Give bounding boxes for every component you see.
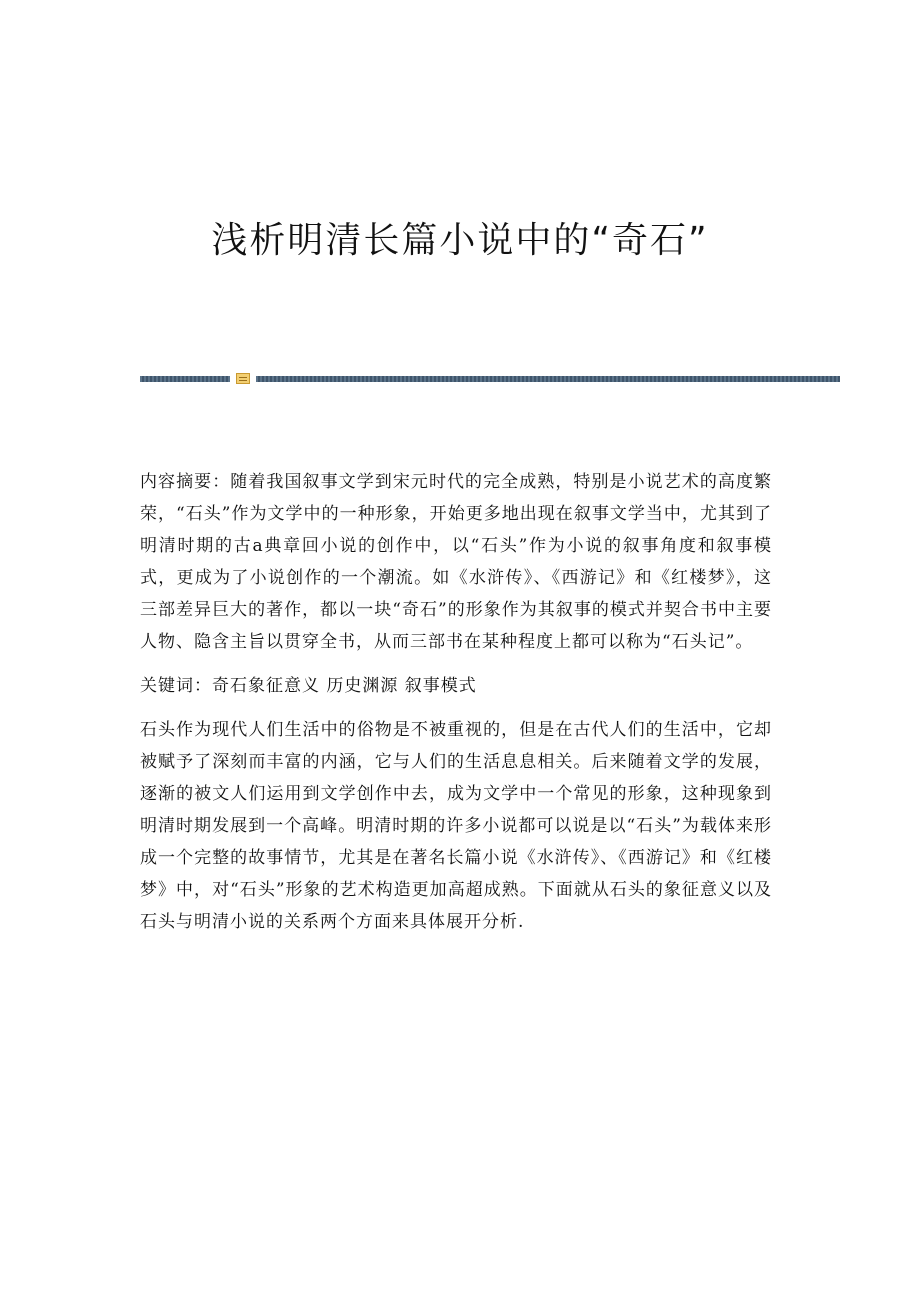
title-divider (140, 375, 840, 383)
document-body (140, 466, 772, 950)
keywords-paragraph: 关键词：奇石象征意义 历史渊源 叙事模式 (140, 676, 477, 696)
document-title: 浅析明清长篇小说中的“奇石” (211, 220, 709, 261)
divider-ornament-icon (236, 373, 250, 384)
divider-bar-right (256, 376, 840, 382)
abstract-paragraph: 内容摘要：随着我国叙事文学到宋元时代的完全成熟，特别是小说艺术的高度繁荣，“石头”作为文学中的一种形象，开始更多地出现在叙事文学当中，尤其到了明清时期的古a典章回小说的创作中，以“石头”作为小说的叙事角度和叙事模式，更成为了小说创作的一个潮流。如《水浒传》、《西游记》和《红楼梦》，这三部差异巨大的著作，都以一块“奇石”的形象作为其叙事的模式并契合书中主要人物、隐含主旨以贯穿全书，从而三部书在某种程度上都可以称为“石头记”。 (140, 472, 772, 652)
divider-bar-left (140, 376, 230, 382)
body-paragraph: 石头作为现代人们生活中的俗物是不被重视的，但是在古代人们的生活中，它却被赋予了深刻而丰富的内涵，它与人们的生活息息相关。后来随着文学的发展，逐渐的被文人们运用到文学创作中去，成为文学中一个常见的形象，这种现象到明清时期发展到一个高峰。明清时期的许多小说都可以说是以“石头”为载体来形成一个完整的故事情节，尤其是在著名长篇小说《水浒传》、《西游记》和《红楼梦》中，对“石头”形象的艺术构造更加高超成熟。下面就从石头的象征意义以及石头与明清小说的关系两个方面来具体展开分析. (140, 720, 772, 932)
